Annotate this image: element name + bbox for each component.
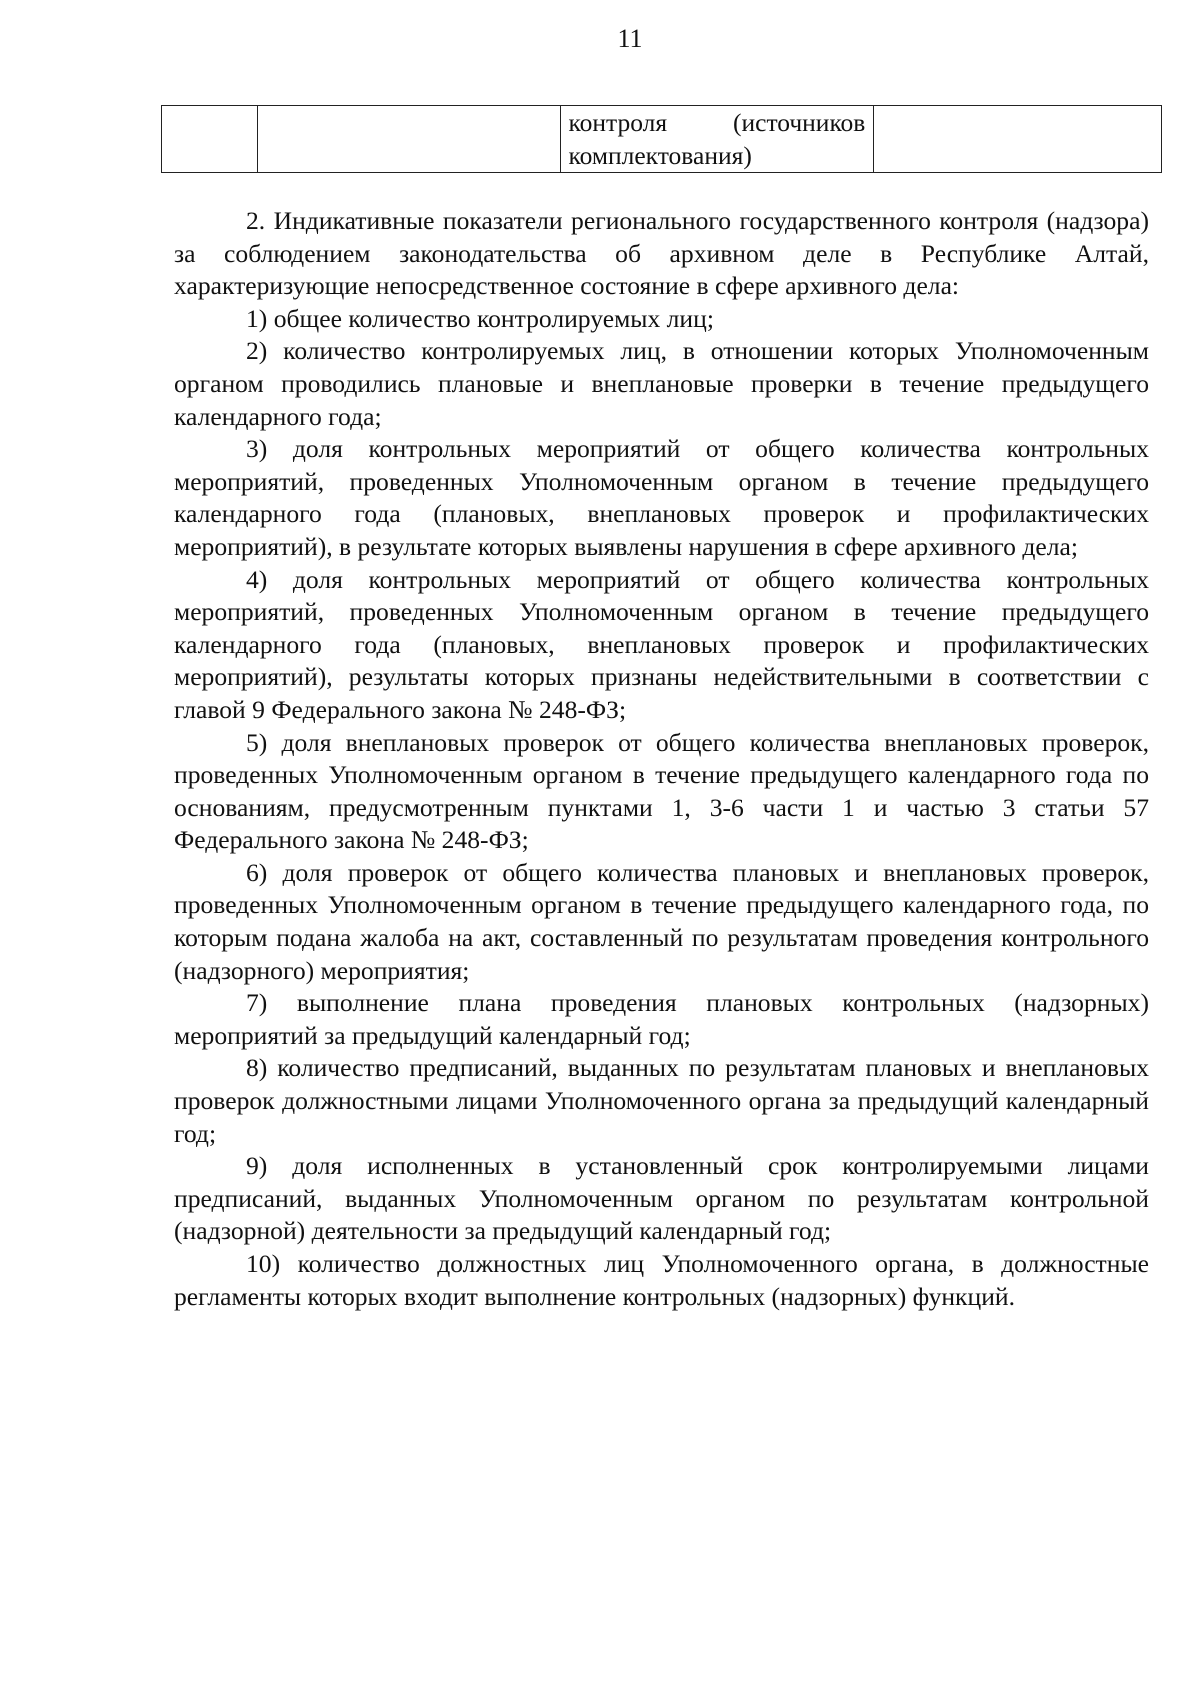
list-item-5: 5) доля внеплановых проверок от общего количества внеплановых проверок, проведенных Уполномоченным органом в течение предыдущего календарного года по основаниям, предусмотренным пунктами 1, 3-6 части 1 и частью 3 статьи 57 Федерального закона № 248-ФЗ;	[174, 727, 1149, 855]
list-item-4: 4) доля контрольных мероприятий от общего количества контрольных мероприятий, проведенных Уполномоченным органом в течение предыдущего календарного года (плановых, внеплановых проверок и профилактических мероприятий), результаты которых признаны недействительными в соответствии с главой 9 Федерального закона № 248-ФЗ;	[174, 564, 1149, 724]
table-row	[162, 106, 1162, 173]
page-number: 11	[617, 24, 643, 53]
list-item-3: 3) доля контрольных мероприятий от общего количества контрольных мероприятий, проведенных Уполномоченным органом в течение предыдущего календарного года (плановых, внеплановых проверок и профилактических мероприятий), в результате которых выявлены нарушения в сфере архивного дела;	[174, 434, 1149, 561]
table-cell-2	[257, 106, 560, 173]
list-item-7: 7) выполнение плана проведения плановых контрольных (надзорных) мероприятий за предыдущий календарный год;	[174, 988, 1149, 1050]
list-item-1: 1) общее количество контролируемых лиц;	[246, 303, 714, 333]
list-item-8: 8) количество предписаний, выданных по результатам плановых и внеплановых проверок должностными лицами Уполномоченного органа за предыдущий календарный год;	[174, 1053, 1149, 1148]
list-item-9: 9) доля исполненных в установленный срок контролируемыми лицами предписаний, выданных Уполномоченным органом по результатам контрольной (надзорной) деятельности за предыдущий календарный год;	[174, 1151, 1149, 1246]
list-item-10: 10) количество должностных лиц Уполномоченного органа, в должностные регламенты которых входит выполнение контрольных (надзорных) функций.	[174, 1249, 1149, 1311]
list-item-6: 6) доля проверок от общего количества плановых и внеплановых проверок, проведенных Уполномоченным органом в течение предыдущего календарного года, по которым подана жалоба на акт, составленный по результатам проведения контрольного (надзорного) мероприятия;	[174, 857, 1149, 985]
continued-table	[161, 105, 1162, 173]
table-cell-3	[560, 106, 874, 173]
section-body	[174, 205, 1149, 1313]
table-cell-3-line-2: комплектования)	[568, 141, 752, 170]
table-cell-4	[874, 106, 1162, 173]
table-cell-1	[162, 106, 258, 173]
list-item-2: 2) количество контролируемых лиц, в отношении которых Уполномоченным органом проводились плановые и внеплановые проверки в течение предыдущего календарного года;	[174, 336, 1149, 431]
table-cell-3-line-1: контроля (источников	[568, 108, 866, 137]
paragraph-intro: 2. Индикативные показатели регионального государственного контроля (надзора) за соблюдением законодательства об архивном деле в Республике Алтай, характеризующие непосредственное состояние в сфере архивного дела:	[174, 206, 1149, 301]
